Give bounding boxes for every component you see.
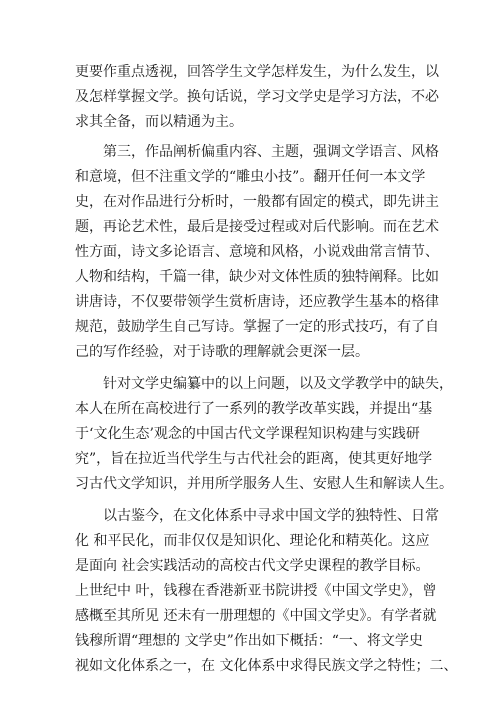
text-line: 感概至其所见 还未有一册理想的《中国文学史》。有学者就 (75, 608, 437, 624)
text-line: 上世纪中 叶，钱穆在香港新亚书院讲授《中国文学史》，曾 (75, 583, 437, 599)
text-line: 视如文化体系之一，在 文化体系中求得民族文学之特性；二、 (75, 658, 458, 674)
text-line: 是面向 社会实践活动的高校古代文学史课程的教学目标。 (75, 558, 430, 574)
text-line: 规范，鼓励学生自己写诗。掌握了一定的形式技巧，有了自 (75, 319, 439, 335)
paragraph-first-line: 以古鉴今，在文化体系中寻求中国文学的独特性、日常 (103, 508, 439, 524)
text-line: 及怎样掌握文学。换句话说，学习文学史是学习方法，不必 (75, 89, 439, 105)
text-line: 于‘文化生态’观念的中国古代文学课程知识构建与实践研 (75, 426, 420, 442)
text-line: 化 和平民化，而非仅仅是知识化、理论化和精英化。这应 (75, 533, 430, 549)
text-line: 史，在对作品进行分析时，一般都有固定的模式，即先讲主 (75, 194, 439, 210)
text-line: 求其全备，而以精通为主。 (75, 114, 243, 130)
text-line: 究”，旨在拉近当代学生与古代社会的距离，使其更好地学 (75, 451, 433, 467)
text-line: 性方面，诗文多论语言、意境和风格，小说戏曲常言情节、 (75, 244, 439, 260)
text-line: 题，再论艺术性，最后是接受过程或对后代影响。而在艺术 (75, 219, 439, 235)
text-line: 人物和结构，千篇一律，缺少对文体性质的独特阐释。比如 (75, 269, 439, 285)
paragraph-first-line: 第三，作品阐析偏重内容、主题，强调文学语言、风格 (103, 144, 439, 160)
paragraph-first-line: 针对文学史编纂中的以上问题，以及文学教学中的缺失， (103, 376, 453, 392)
text-line: 更要作重点透视，回答学生文学怎样发生，为什么发生，以 (75, 64, 439, 80)
text-line: 钱穆所谓“理想的 文学史”作出如下概括：“一、将文学史 (75, 633, 423, 649)
text-line: 讲唐诗，不仅要带领学生赏析唐诗，还应教学生基本的格律 (75, 294, 439, 310)
text-line: 本人在所在高校进行了一系列的教学改革实践，并提出“基 (75, 401, 433, 417)
text-line: 和意境，但不注重文学的“雕虫小技”。翻开任何一本文学 (75, 169, 426, 185)
text-line: 习古代文学知识，并用所学服务人生、安慰人生和解读人生。 (75, 476, 453, 492)
text-line: 己的写作经验，对于诗歌的理解就会更深一层。 (75, 344, 369, 360)
